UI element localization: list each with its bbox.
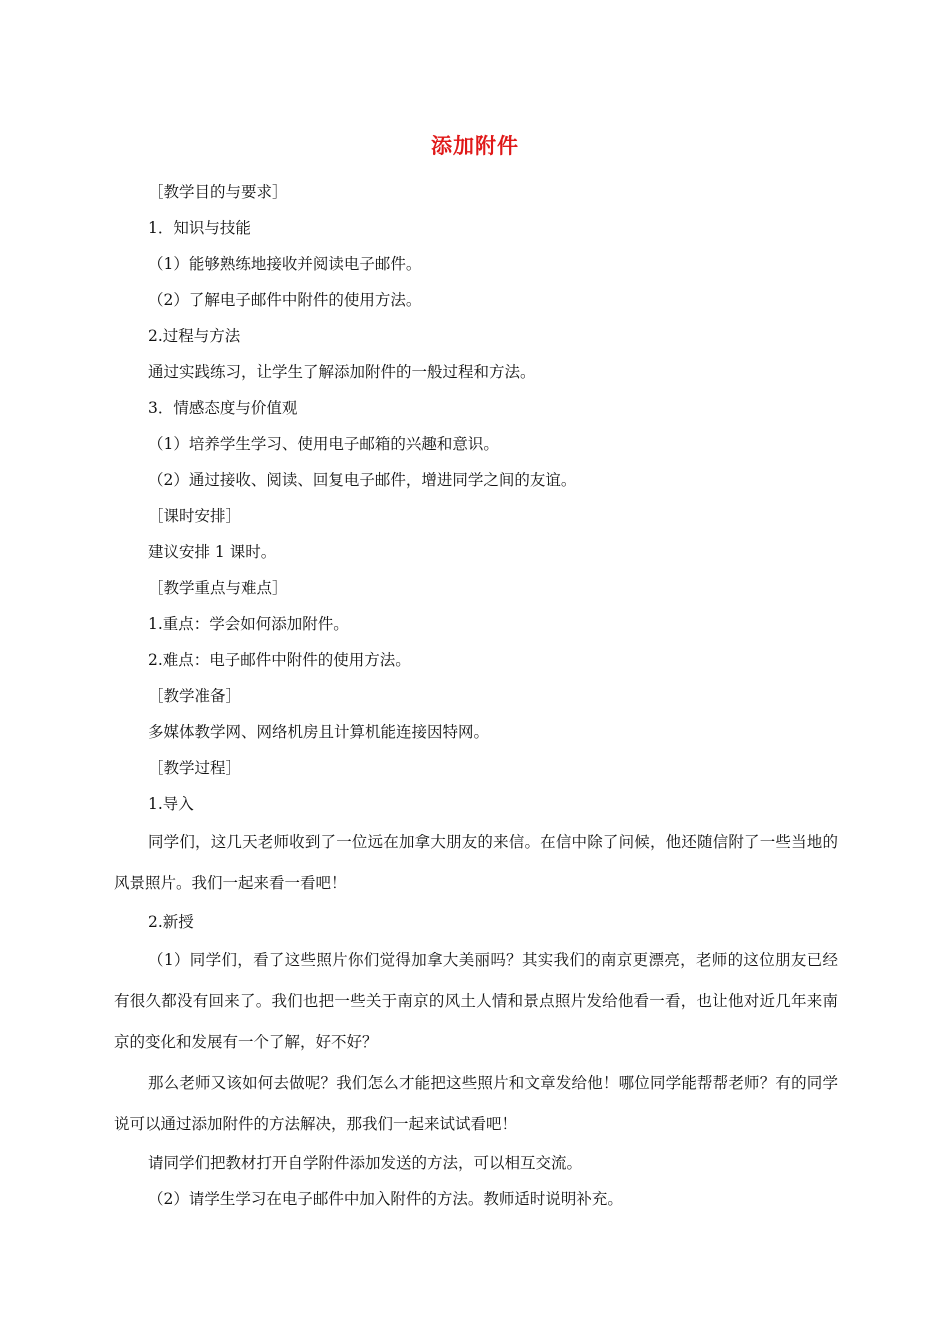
step-2-paragraph-3: 请同学们把教材打开自学附件添加发送的方法，可以相互交流。 [148, 1154, 583, 1172]
step-2-heading: 2.新授 [148, 913, 194, 931]
schedule-header: ［课时安排］ [148, 507, 242, 525]
goal-1-item-2: （2）了解电子邮件中附件的使用方法。 [148, 291, 422, 309]
goal-2-text: 通过实践练习，让学生了解添加附件的一般过程和方法。 [148, 363, 536, 381]
goal-3-heading: 3．情感态度与价值观 [148, 399, 298, 417]
preparation-header: ［教学准备］ [148, 687, 242, 705]
goal-2-heading: 2.过程与方法 [148, 327, 241, 345]
goal-1-item-1: （1）能够熟练地接收并阅读电子邮件。 [148, 255, 422, 273]
goals-header: ［教学目的与要求］ [148, 183, 288, 201]
key-point-1: 1.重点：学会如何添加附件。 [148, 615, 349, 633]
step-1-text: 同学们，这几天老师收到了一位远在加拿大朋友的来信。在信中除了问候，他还随信附了一些当地的风景照片。我们一起来看一看吧！ [114, 833, 838, 892]
document-body [114, 174, 838, 1217]
key-point-2: 2.难点：电子邮件中附件的使用方法。 [148, 651, 411, 669]
goal-3-item-2: （2）通过接收、阅读、回复电子邮件，增进同学之间的友谊。 [148, 471, 577, 489]
key-points-header: ［教学重点与难点］ [148, 579, 288, 597]
preparation-text: 多媒体教学网、网络机房且计算机能连接因特网。 [148, 723, 490, 741]
process-header: ［教学过程］ [148, 759, 242, 777]
document-title: 添加附件 [431, 134, 519, 158]
step-2-paragraph-1: （1）同学们，看了这些照片你们觉得加拿大美丽吗？其实我们的南京更漂亮，老师的这位朋友已经有很久都没有回来了。我们也把一些关于南京的风土人情和景点照片发给他看一看，也让他对近几年来南京的变化和发展有一个了解，好不好？ [114, 951, 838, 1051]
schedule-text: 建议安排 1 课时。 [148, 543, 277, 561]
step-2-paragraph-4: （2）请学生学习在电子邮件中加入附件的方法。教师适时说明补充。 [148, 1190, 623, 1208]
step-2-paragraph-2: 那么老师又该如何去做呢？我们怎么才能把这些照片和文章发给他！哪位同学能帮帮老师？有的同学说可以通过添加附件的方法解决，那我们一起来试试看吧！ [114, 1074, 838, 1133]
step-1-heading: 1.导入 [148, 795, 194, 813]
goal-3-item-1: （1）培养学生学习、使用电子邮箱的兴趣和意识。 [148, 435, 499, 453]
goal-1-heading: 1．知识与技能 [148, 219, 251, 237]
